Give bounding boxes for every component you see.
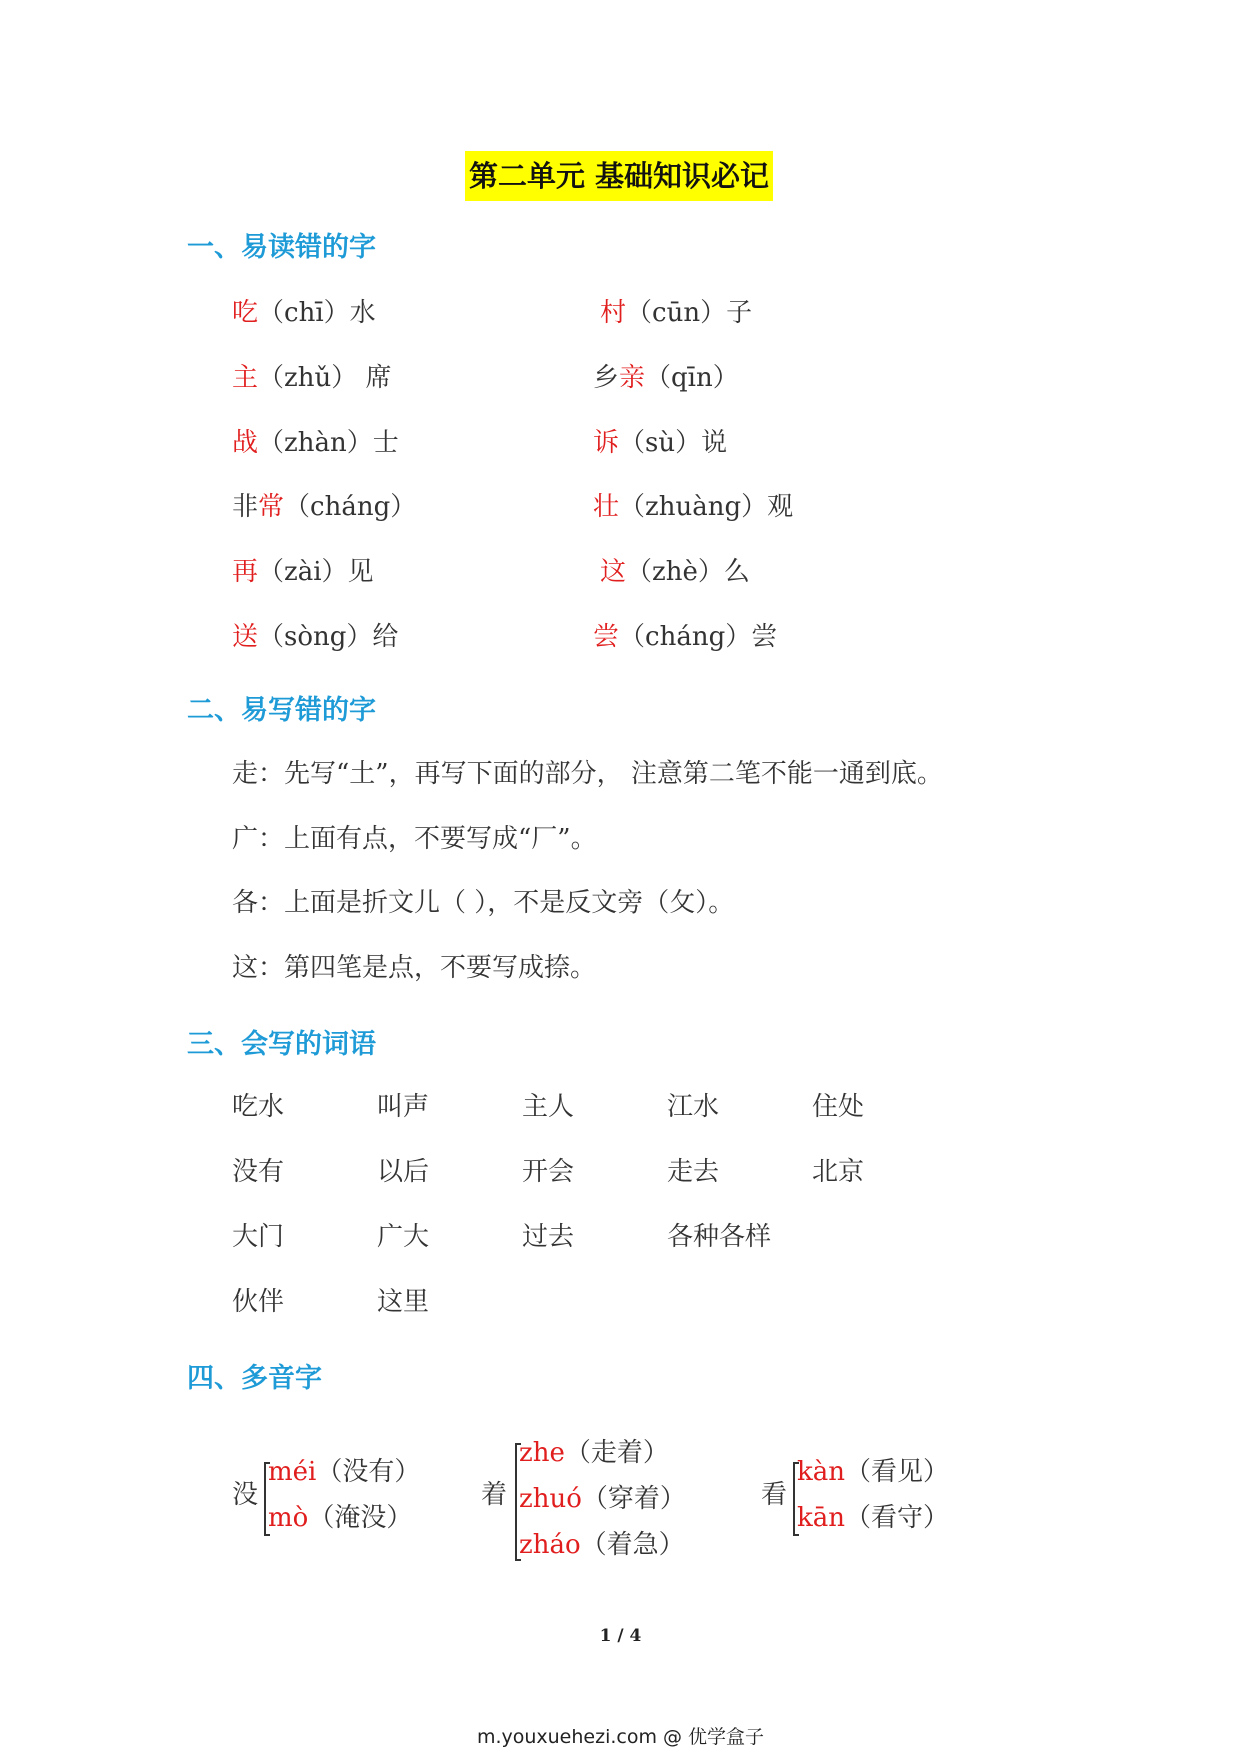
polyphone-reading: zhe（走着） bbox=[519, 1438, 669, 1468]
word-item: 各种各样 bbox=[667, 1222, 772, 1252]
reading-item: 这（zhè）么 bbox=[600, 557, 750, 587]
polyphone-reading: méi（没有） bbox=[268, 1457, 421, 1487]
page-number: 1 / 4 bbox=[599, 1626, 642, 1646]
writing-note: 广：上面有点，不要写成“厂”。 bbox=[232, 824, 597, 854]
reading-item: 非常（cháng） bbox=[232, 492, 417, 522]
word-item: 大门 bbox=[232, 1222, 285, 1252]
word-item: 吃水 bbox=[232, 1092, 285, 1122]
word-item: 叫声 bbox=[377, 1092, 430, 1122]
word-item: 没有 bbox=[232, 1157, 285, 1187]
reading-item: 乡亲（qīn） bbox=[593, 363, 739, 393]
reading-item: 主（zhǔ） 席 bbox=[232, 363, 392, 393]
reading-item: 诉（sù）说 bbox=[593, 428, 728, 458]
reading-item: 吃（chī）水 bbox=[232, 298, 376, 328]
polyphone-reading: zhuó（穿着） bbox=[519, 1484, 686, 1514]
writing-note: 走：先写“土”，再写下面的部分， 注意第二笔不能一通到底。 bbox=[232, 759, 943, 789]
reading-item: 战（zhàn）士 bbox=[232, 428, 399, 458]
polyphone-char: 着 bbox=[481, 1480, 508, 1510]
word-item: 伙伴 bbox=[232, 1287, 285, 1317]
section-heading-4: 四、多音字 bbox=[187, 1363, 322, 1394]
reading-item: 尝（cháng）尝 bbox=[593, 622, 778, 652]
polyphone-reading: kān（看守） bbox=[797, 1503, 950, 1533]
word-item: 北京 bbox=[812, 1157, 865, 1187]
word-item: 以后 bbox=[377, 1157, 430, 1187]
word-item: 广大 bbox=[377, 1222, 430, 1252]
polyphone-reading: mò（淹没） bbox=[268, 1503, 413, 1533]
word-item: 过去 bbox=[522, 1222, 575, 1252]
section-heading-1: 一、易读错的字 bbox=[187, 232, 376, 263]
reading-item: 村（cūn）子 bbox=[600, 298, 753, 328]
polyphone-char: 看 bbox=[761, 1480, 788, 1510]
word-item: 这里 bbox=[377, 1287, 430, 1317]
section-heading-2: 二、易写错的字 bbox=[187, 695, 376, 726]
polyphone-reading: kàn（看见） bbox=[797, 1457, 950, 1487]
polyphone-reading: zháo（着急） bbox=[519, 1530, 685, 1560]
polyphone-char: 没 bbox=[232, 1480, 259, 1510]
word-item: 主人 bbox=[522, 1092, 575, 1122]
word-item: 住处 bbox=[812, 1092, 865, 1122]
word-item: 开会 bbox=[522, 1157, 575, 1187]
word-item: 江水 bbox=[667, 1092, 720, 1122]
page-title: 第二单元 基础知识必记 bbox=[465, 151, 773, 201]
writing-note: 这：第四笔是点，不要写成捺。 bbox=[232, 953, 597, 983]
section-heading-3: 三、会写的词语 bbox=[187, 1029, 376, 1060]
footer-source: m.youxuehezi.com @ 优学盒子 bbox=[476, 1726, 765, 1748]
writing-note: 各：上面是折文儿（ ），不是反文旁（攵）。 bbox=[232, 888, 735, 918]
reading-item: 送（sòng）给 bbox=[232, 622, 399, 652]
reading-item: 再（zài）见 bbox=[232, 557, 374, 587]
word-item: 走去 bbox=[667, 1157, 720, 1187]
reading-item: 壮（zhuàng）观 bbox=[593, 492, 794, 522]
